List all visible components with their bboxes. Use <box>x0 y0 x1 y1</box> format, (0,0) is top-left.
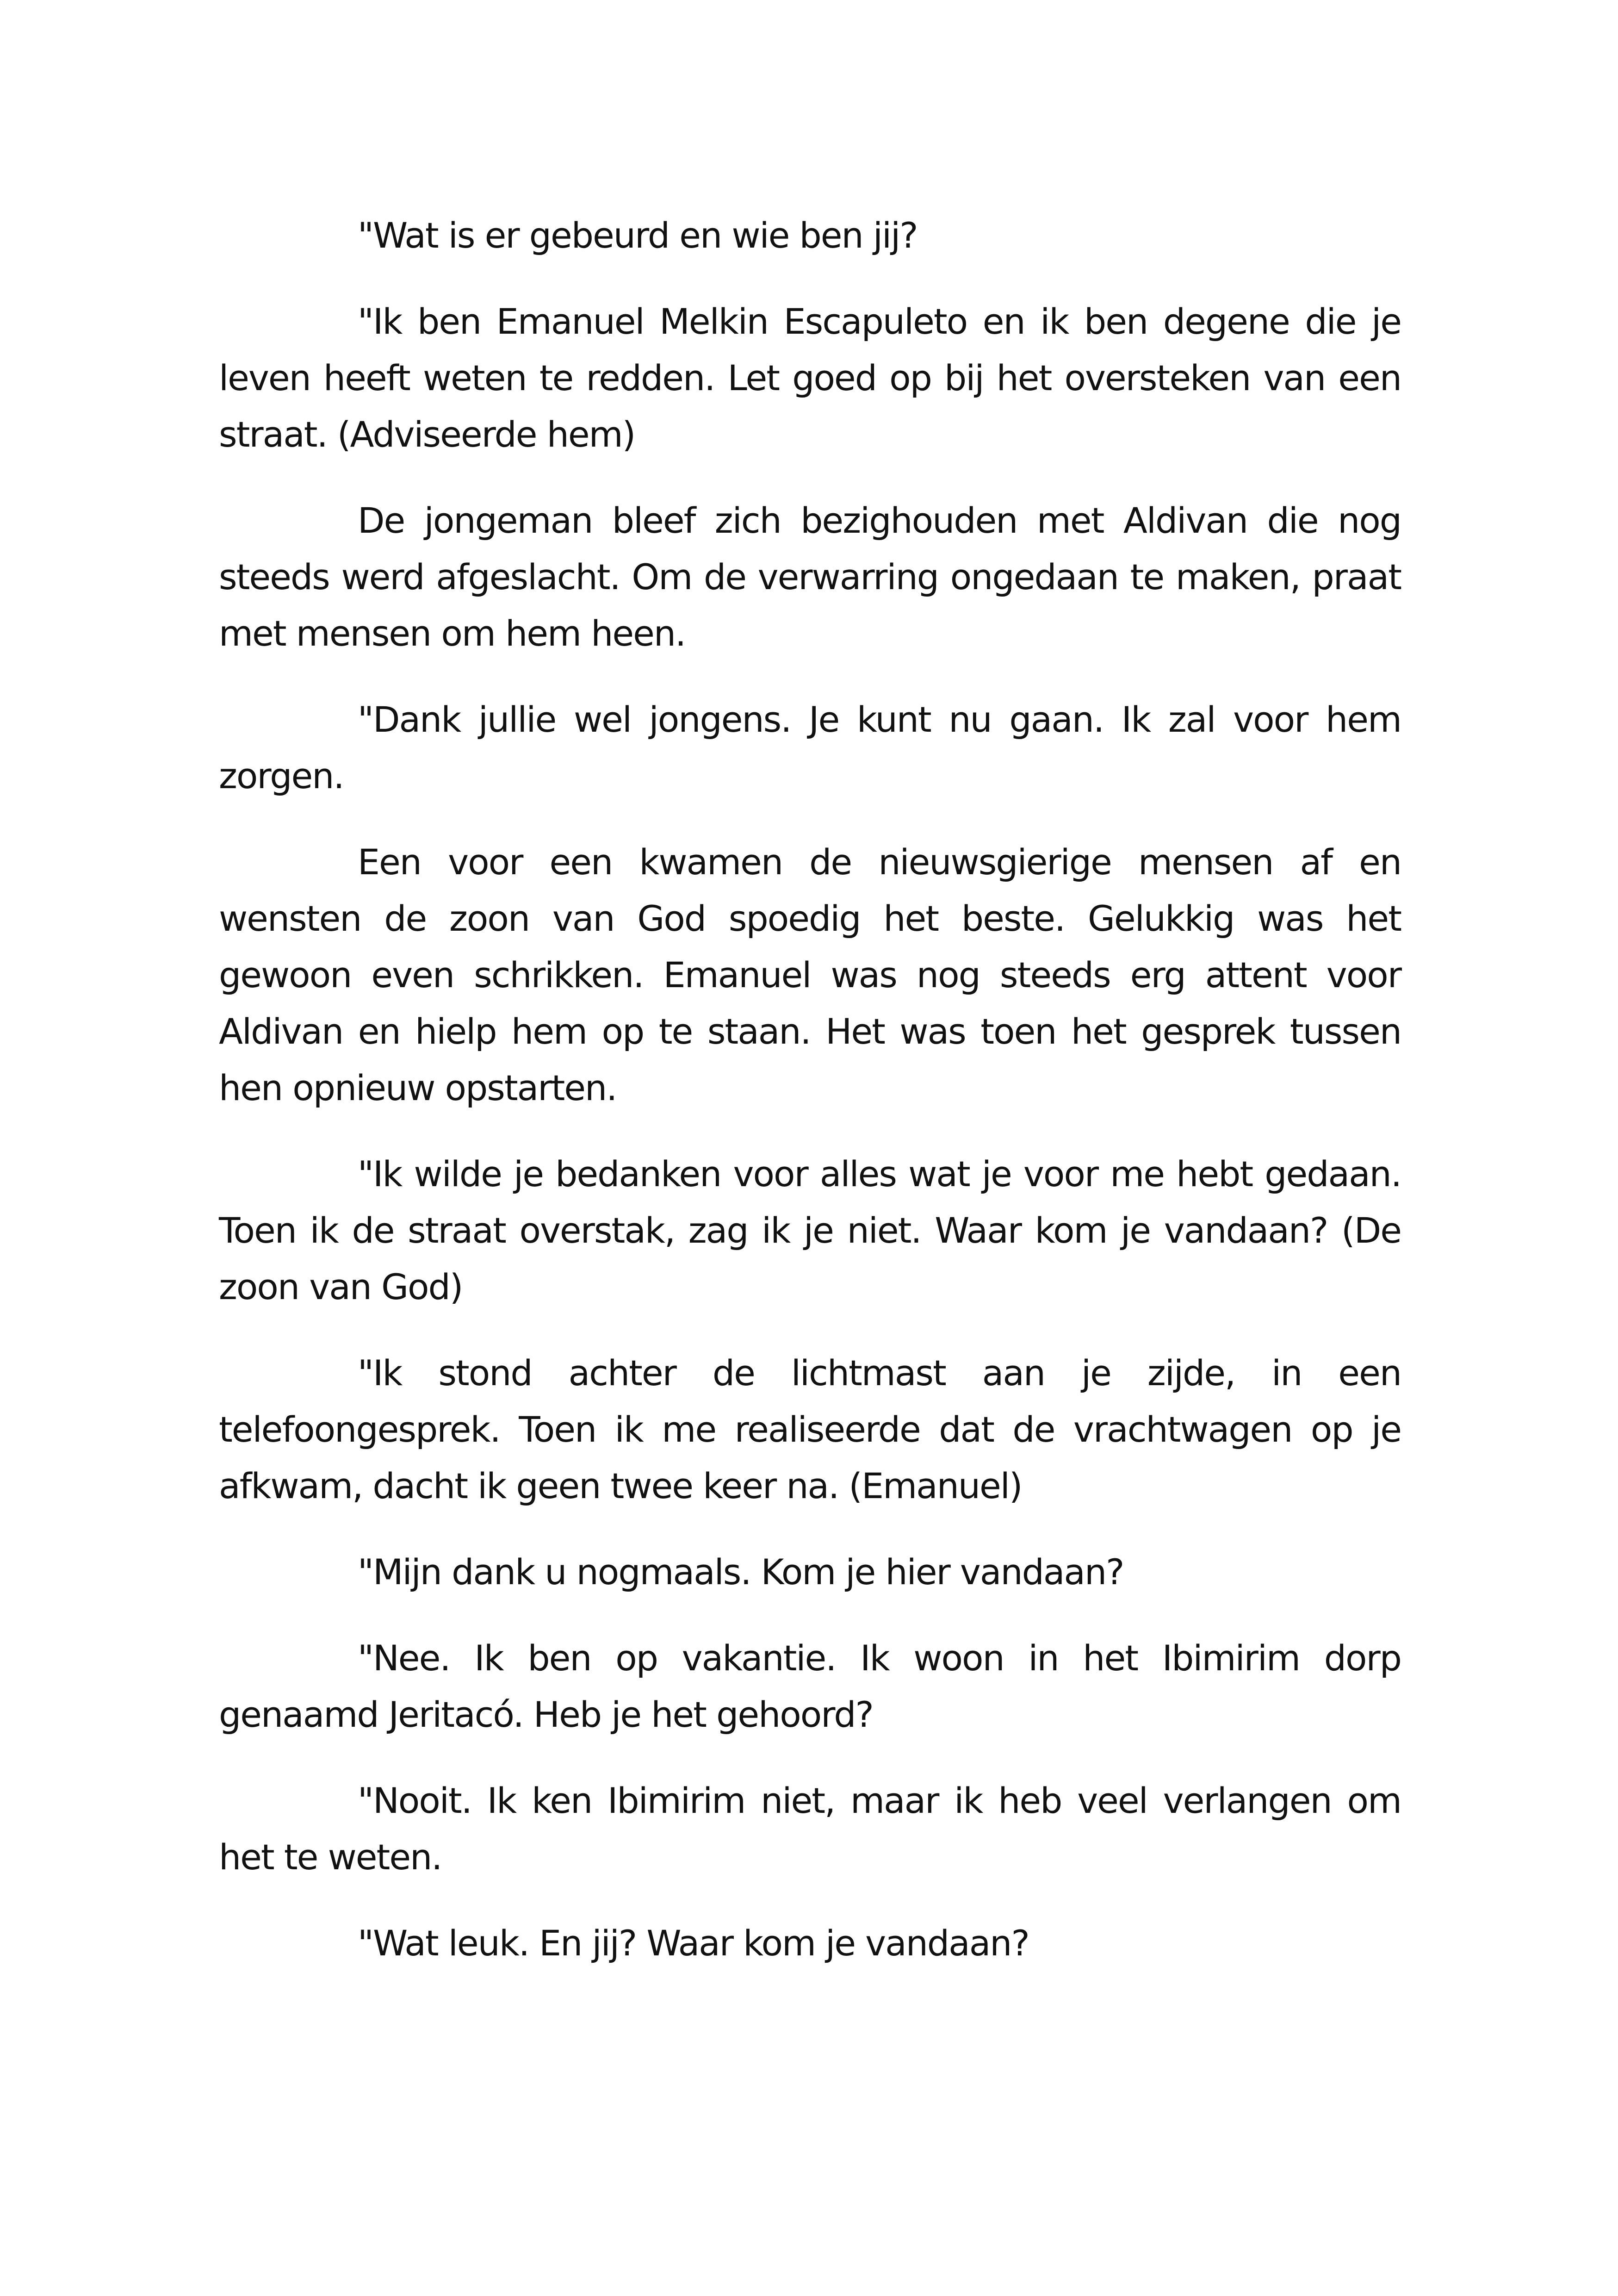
paragraph-11: "Wat leuk. En jij? Waar kom je vandaan? <box>358 1923 1029 1964</box>
paragraph-7: "Ik stond achter de lichtmast aan je zijde, in een telefoongesprek. Toen ik me realiseerde dat de vrachtwagen op je afkwam, dacht ik geen twee keer na. (Emanuel) <box>219 1352 1401 1506</box>
paragraph-8: "Mijn dank u nogmaals. Kom je hier vandaan? <box>358 1551 1124 1593</box>
paragraph-10: "Nooit. Ik ken Ibimirim niet, maar ik heb veel verlangen om het te weten. <box>219 1780 1401 1878</box>
paragraph-2: "Ik ben Emanuel Melkin Escapuleto en ik ben degene die je leven heeft weten te redden. Let goed op bij het oversteken van een straat. (Adviseerde hem) <box>219 301 1401 455</box>
document-page <box>219 207 1401 2001</box>
paragraph-5: Een voor een kwamen de nieuwsgierige mensen af en wensten de zoon van God spoedig het beste. Gelukkig was het gewoon even schrikken. Emanuel was nog steeds erg attent voor Aldivan en hielp hem op te staan. Het was toen het gesprek tussen hen opnieuw opstarten. <box>219 841 1401 1108</box>
paragraph-3: De jongeman bleef zich bezighouden met Aldivan die nog steeds werd afgeslacht. Om de verwarring ongedaan te maken, praat met mensen om hem heen. <box>219 500 1401 654</box>
paragraph-4: "Dank jullie wel jongens. Je kunt nu gaan. Ik zal voor hem zorgen. <box>219 699 1401 796</box>
paragraph-9: "Nee. Ik ben op vakantie. Ik woon in het Ibimirim dorp genaamd Jeritacó. Heb je het gehoord? <box>219 1637 1401 1735</box>
paragraph-1: "Wat is er gebeurd en wie ben jij? <box>358 215 917 256</box>
paragraph-6: "Ik wilde je bedanken voor alles wat je voor me hebt gedaan. Toen ik de straat overstak, zag ik je niet. Waar kom je vandaan? (De zoon van God) <box>219 1153 1401 1307</box>
